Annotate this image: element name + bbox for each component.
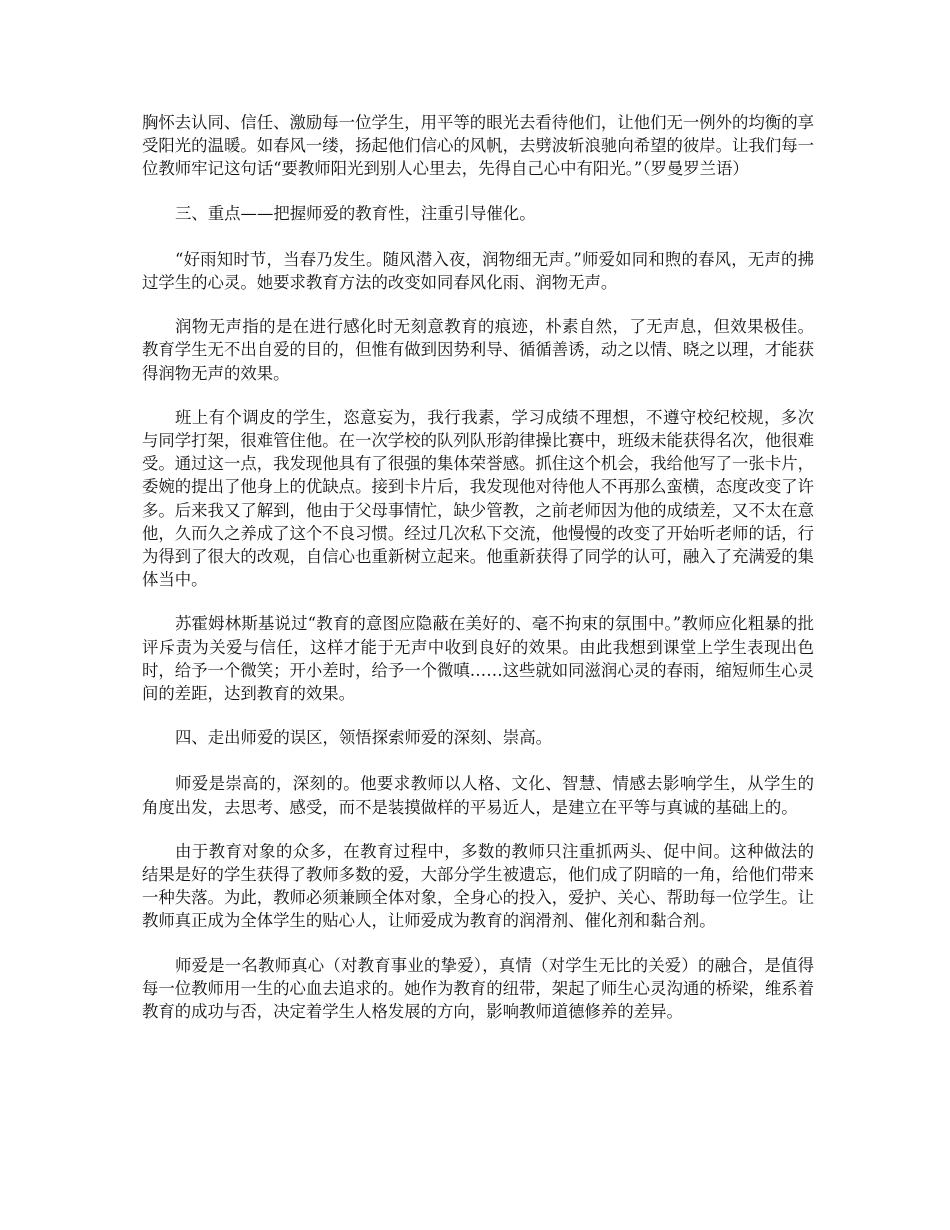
paragraph-all-students: 由于教育对象的众多，在教育过程中，多数的教师只注重抓两头、促中间。这种做法的结果是好的学生获得了教师多数的爱，大部分学生被遗忘，他们成了阴暗的一角，给他们带来一种失落。为此，教师必须兼顾全体对象，全身心的投入，爱护、关心、帮助每一位学生。让教师真正成为全体学生的贴心人，让师爱成为教育的润滑剂、催化剂和黏合剂。	[142, 841, 815, 931]
paragraph-poem-quote: “好雨知时节，当春乃发生。随风潜入夜，润物细无声。”师爱如同和煦的春风，无声的拂过学生的心灵。她要求教育方法的改变如同春风化雨、润物无声。	[142, 249, 814, 293]
section-heading-four: 四、走出师爱的误区，领悟探索师爱的深刻、崇高。	[175, 728, 552, 748]
paragraph-conclusion: 师爱是一名教师真心（对教育事业的挚爱），真情（对学生无比的关爱）的融合，是值得每一位教师用一生的心血去追求的。她作为教育的纽带，架起了师生心灵沟通的桥梁，维系着教育的成功与否，决定着学生人格发展的方向，影响教师道德修养的差异。	[142, 955, 815, 1022]
section-heading-three: 三、重点——把握师爱的教育性，注重引导催化。	[175, 203, 536, 223]
paragraph-silent-nurture: 润物无声指的是在进行感化时无刻意教育的痕迹，朴素自然，了无声息，但效果极佳。教育学生无不出自爱的目的，但惟有做到因势利导、循循善诱，动之以情、晓之以理，才能获得润物无声的效果。	[142, 317, 815, 383]
paragraph-continuation: 胸怀去认同、信任、激励每一位学生，用平等的眼光去看待他们，让他们无一例外的均衡的享受阳光的温暖。如春风一缕，扬起他们信心的风帆，去劈波斩浪驰向希望的彼岸。让我们每一位教师牢记这句话“要教师阳光到别人心里去，先得自己心中有阳光。”（罗曼罗兰语）	[142, 113, 815, 179]
paragraph-sukhomlinsky-quote: 苏霍姆林斯基说过“教育的意图应隐蔽在美好的、毫不拘束的氛围中。”教师应化粗暴的批评斥责为关爱与信任，这样才能于无声中收到良好的效果。由此我想到课堂上学生表现出色时，给予一个微笑；开小差时，给予一个微嗔……这些就如同滋润心灵的春雨，缩短师生心灵间的差距，达到教育的效果。	[142, 614, 815, 704]
document-page	[142, 111, 814, 1044]
paragraph-student-story: 班上有个调皮的学生，恣意妄为，我行我素，学习成绩不理想，不遵守校纪校规，多次与同学打架，很难管住他。在一次学校的队列队形韵律操比赛中，班级未能获得名次，他很难受。通过这一点，我发现他具有了很强的集体荣誉感。抓住这个机会，我给他写了一张卡片，委婉的提出了他身上的优缺点。接到卡片后，我发现他对待他人不再那么蛮横，态度改变了许多。后来我又了解到，他由于父母事情忙，缺少管教，之前老师因为他的成绩差，又不太在意他，久而久之养成了这个不良习惯。经过几次私下交流，他慢慢的改变了开始听老师的话，行为得到了很大的改观，自信心也重新树立起来。他重新获得了同学的认可，融入了充满爱的集体当中。	[142, 407, 815, 590]
paragraph-noble-love: 师爱是崇高的，深刻的。他要求教师以人格、文化、智慧、情感去影响学生，从学生的角度出发，去思考、感受，而不是装摸做样的平易近人，是建立在平等与真诚的基础上的。	[142, 774, 814, 817]
